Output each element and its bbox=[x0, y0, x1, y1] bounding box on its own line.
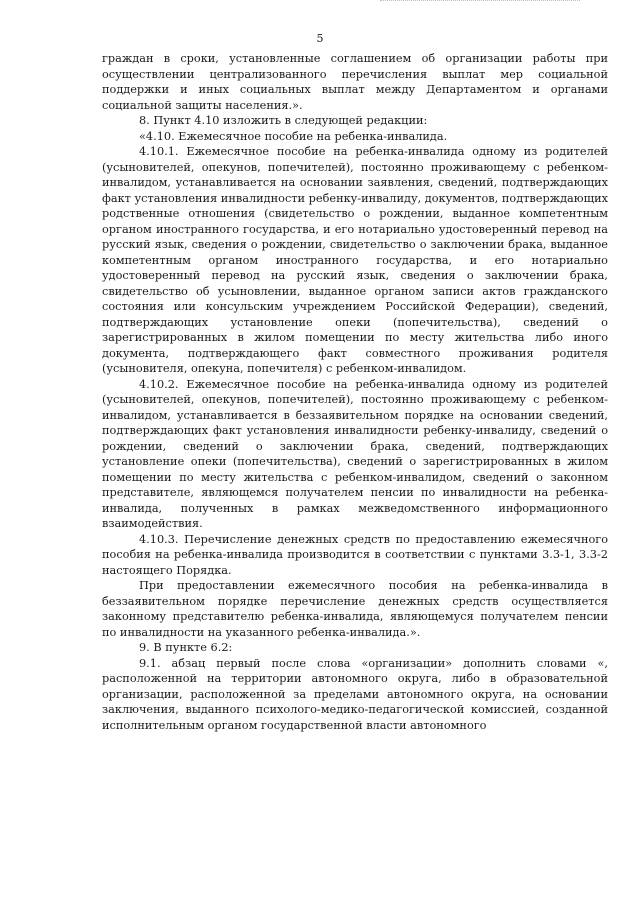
paragraph: «4.10. Ежемесячное пособие на ребенка-инвалида. bbox=[139, 129, 448, 143]
document-body bbox=[102, 51, 608, 733]
paragraph: 4.10.2. Ежемесячное пособие на ребенка-инвалида одному из родителей (усыновителей, опекунов, попечителей), постоянно проживающему с ребенком-инвалидом, устанавливается в беззаявительном порядке на основании сведений, подтверждающих факт установления инвалидности ребенку-инвалиду, сведений о рождении, сведений о заключении брака, сведений, подтверждающих установление опеки (попечительства), сведений о зарегистрированных в жилом помещении по месту жительства с ребенком-инвалидом, сведений о законном представителе, являющемся получателем пенсии по инвалидности на ребенка-инвалида, полученных в рамках межведомственного информационного взаимодействия. bbox=[102, 377, 608, 530]
scan-artifact-line bbox=[380, 0, 580, 4]
paragraph: 9. В пункте 6.2: bbox=[139, 641, 233, 654]
paragraph: 4.10.3. Перечисление денежных средств по предоставлению ежемесячного пособия на ребенка-инвалида производится в соответствии с пунктами 3.3-1, 3.3-2 настоящего Порядка. bbox=[102, 532, 608, 577]
page-number: 5 bbox=[316, 32, 324, 45]
paragraph: 8. Пункт 4.10 изложить в следующей редакции: bbox=[139, 114, 428, 127]
paragraph: 9.1. абзац первый после слова «организации» дополнить словами «, расположенной на территории автономного округа, либо в образовательной организации, расположенной за пределами автономного округа, на основании заключения, выданного психолого-медико-педагогической комиссией, созданной исполнительным органом государственной власти автономного bbox=[102, 656, 608, 732]
paragraph: При предоставлении ежемесячного пособия на ребенка-инвалида в беззаявительном порядке перечисление денежных средств осуществляется законному представителю ребенка-инвалида, являющемуся получателем пенсии по инвалидности на указанного ребенка-инвалида.». bbox=[102, 579, 608, 639]
paragraph: 4.10.1. Ежемесячное пособие на ребенка-инвалида одному из родителей (усыновителей, опекунов, попечителей), постоянно проживающему с ребенком-инвалидом, устанавливается на основании заявления, сведений, подтверждающих факт установления инвалидности ребенку-инвалиду, документов, подтверждающих родственные отношения (свидетельство о рождении, выданное компетентным органом иностранного государства, и его нотариально удостоверенный перевод на русский язык, сведения о рождении, свидетельство о заключении брака, выданное компетентным органом иностранного государства, и его нотариально удостоверенный перевод на русский язык, сведения о заключении брака, свидетельство об усыновлении, выданное органом записи актов гражданского состояния или консульским учреждением Российской Федерации), сведений, подтверждающих установление опеки (попечительства), сведений о зарегистрированных в жилом помещении по месту жительства либо иного документа, подтверждающего факт совместного проживания родителя (усыновителя, опекуна, попечителя) с ребенком-инвалидом. bbox=[102, 145, 608, 375]
paragraph: граждан в сроки, установленные соглашением об организации работы при осуществлении централизованного перечисления выплат мер социальной поддержки и иных социальных выплат между Департаментом и органами социальной защиты населения.». bbox=[102, 52, 608, 112]
